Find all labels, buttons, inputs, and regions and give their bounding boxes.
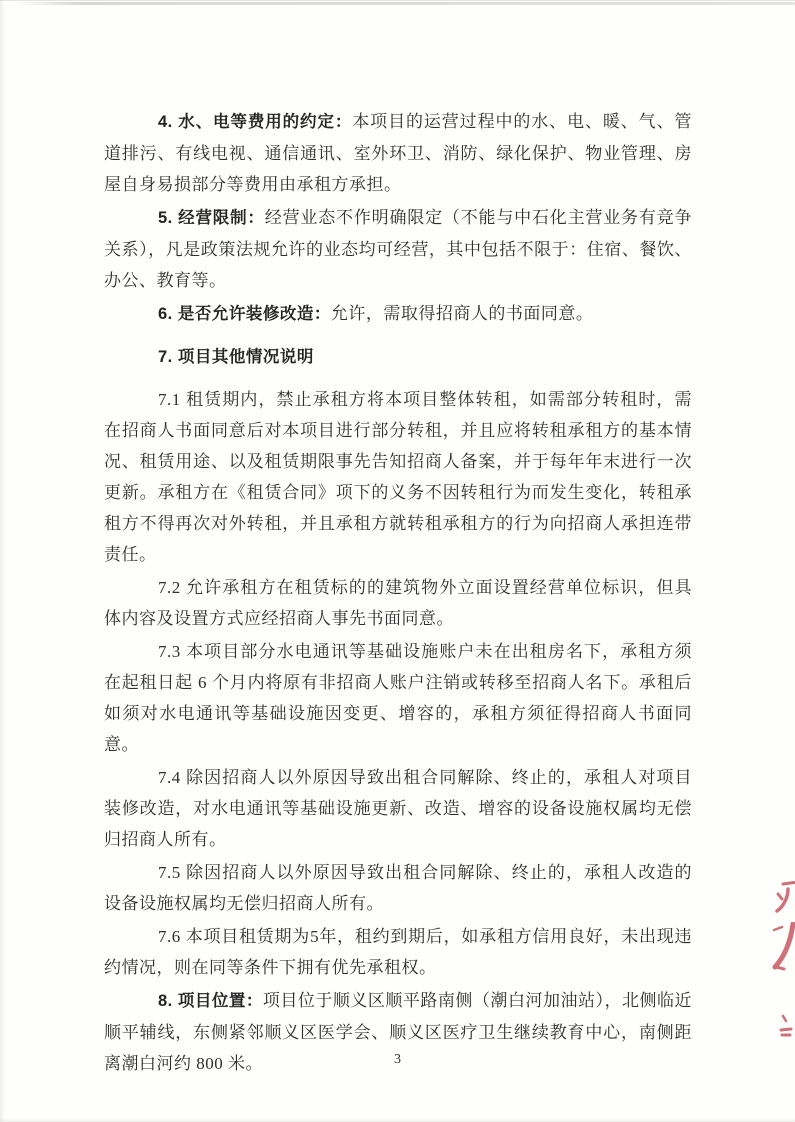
paragraph-7-2-text: 7.2 允许承租方在租赁标的的建筑物外立面设置经营单位标识，但具体内容及设置方式应经招商人事先书面同意。 [104,578,692,628]
heading-7-other-info [104,341,692,373]
paragraph-7-2-signage [104,572,692,634]
paragraph-7-1-sublease [104,384,692,570]
paragraph-5-text: 经营业态不作明确限定（不能与中石化主营业务有竞争关系），凡是政策法规允许的业态均可经营，其中包括不限于：住宿、餐饮、办公、教育等。 [104,208,692,290]
scan-edge-top [16,2,795,5]
paragraph-7-4-ownership-of-improvements [104,762,692,855]
red-seal-fragment-icon [774,880,795,914]
paragraph-7-5-equipment-ownership [104,857,692,919]
red-seal-fragment-icon [778,1014,795,1040]
paragraph-7-6-lease-term [104,921,692,983]
red-seal-fragment-icon [771,922,795,972]
paragraph-7-6-text: 7.6 本项目租赁期为5年，租约到期后，如承租方信用良好，未出现违约情况，则在同等条件下拥有优先承租权。 [104,927,692,977]
paragraph-6-text: 允许，需取得招商人的书面同意。 [330,304,594,323]
paragraph-7-1-text: 7.1 租赁期内，禁止承租方将本项目整体转租，如需部分转租时，需在招商人书面同意后对本项目进行部分转租，并且应将转租承租方的基本情况、租赁用途、以及租赁期限事先告知招商人备案，并于每年年末进行一次更新。承租方在《租赁合同》项下的义务不因转租行为而发生变化，转租承租方不得再次对外转租，并且承租方就转租承租方的行为向招商人承担连带责任。 [104,390,692,564]
paragraph-6-label: 6. 是否允许装修改造： [158,305,331,323]
paragraph-5-label: 5. 经营限制： [158,209,265,227]
paragraph-5-business-restriction [104,202,692,296]
paragraph-7-4-text: 7.4 除因招商人以外原因导致出租合同解除、终止的，承租人对项目装修改造，对水电通讯等基础设施更新、改造、增容的设备设施权属均无偿归招商人所有。 [104,768,692,849]
document-body [104,106,692,1081]
paragraph-8-label: 8. 项目位置： [158,992,263,1010]
scan-edge-top-line [0,0,795,1]
paragraph-7-3-text: 7.3 本项目部分水电通讯等基础设施账户未在出租房名下，承租方须在起租日起 6 个月内将原有非招商人账户注销或转移至招商人名下。承租后如须对水电通讯等基础设施因变更、增容的，承租方须征得招商人书面同意。 [104,642,692,754]
paragraph-8-text: 项目位于顺义区顺平路南侧（潮白河加油站），北侧临近顺平辅线，东侧紧邻顺义区医学会、顺义区医疗卫生继续教育中心，南侧距离潮白河约 800 米。 [104,991,692,1073]
page-number: 3 [394,1052,401,1067]
paragraph-4-text: 本项目的运营过程中的水、电、暖、气、管道排污、有线电视、通信通讯、室外环卫、消防、绿化保护、物业管理、房屋自身易损部分等费用由承租方承担。 [104,112,692,194]
scan-edge-left [0,0,5,1122]
paragraph-6-renovation-permission [104,298,692,330]
paragraph-4-label: 4. 水、电等费用的约定： [158,113,353,131]
paragraph-4-utility-fees [104,106,692,200]
paragraph-7-5-text: 7.5 除因招商人以外原因导致出租合同解除、终止的，承租人改造的设备设施权属均无偿归招商人所有。 [104,863,692,913]
heading-7-label: 7. 项目其他情况说明 [158,348,314,366]
paragraph-7-3-utility-accounts [104,636,692,760]
